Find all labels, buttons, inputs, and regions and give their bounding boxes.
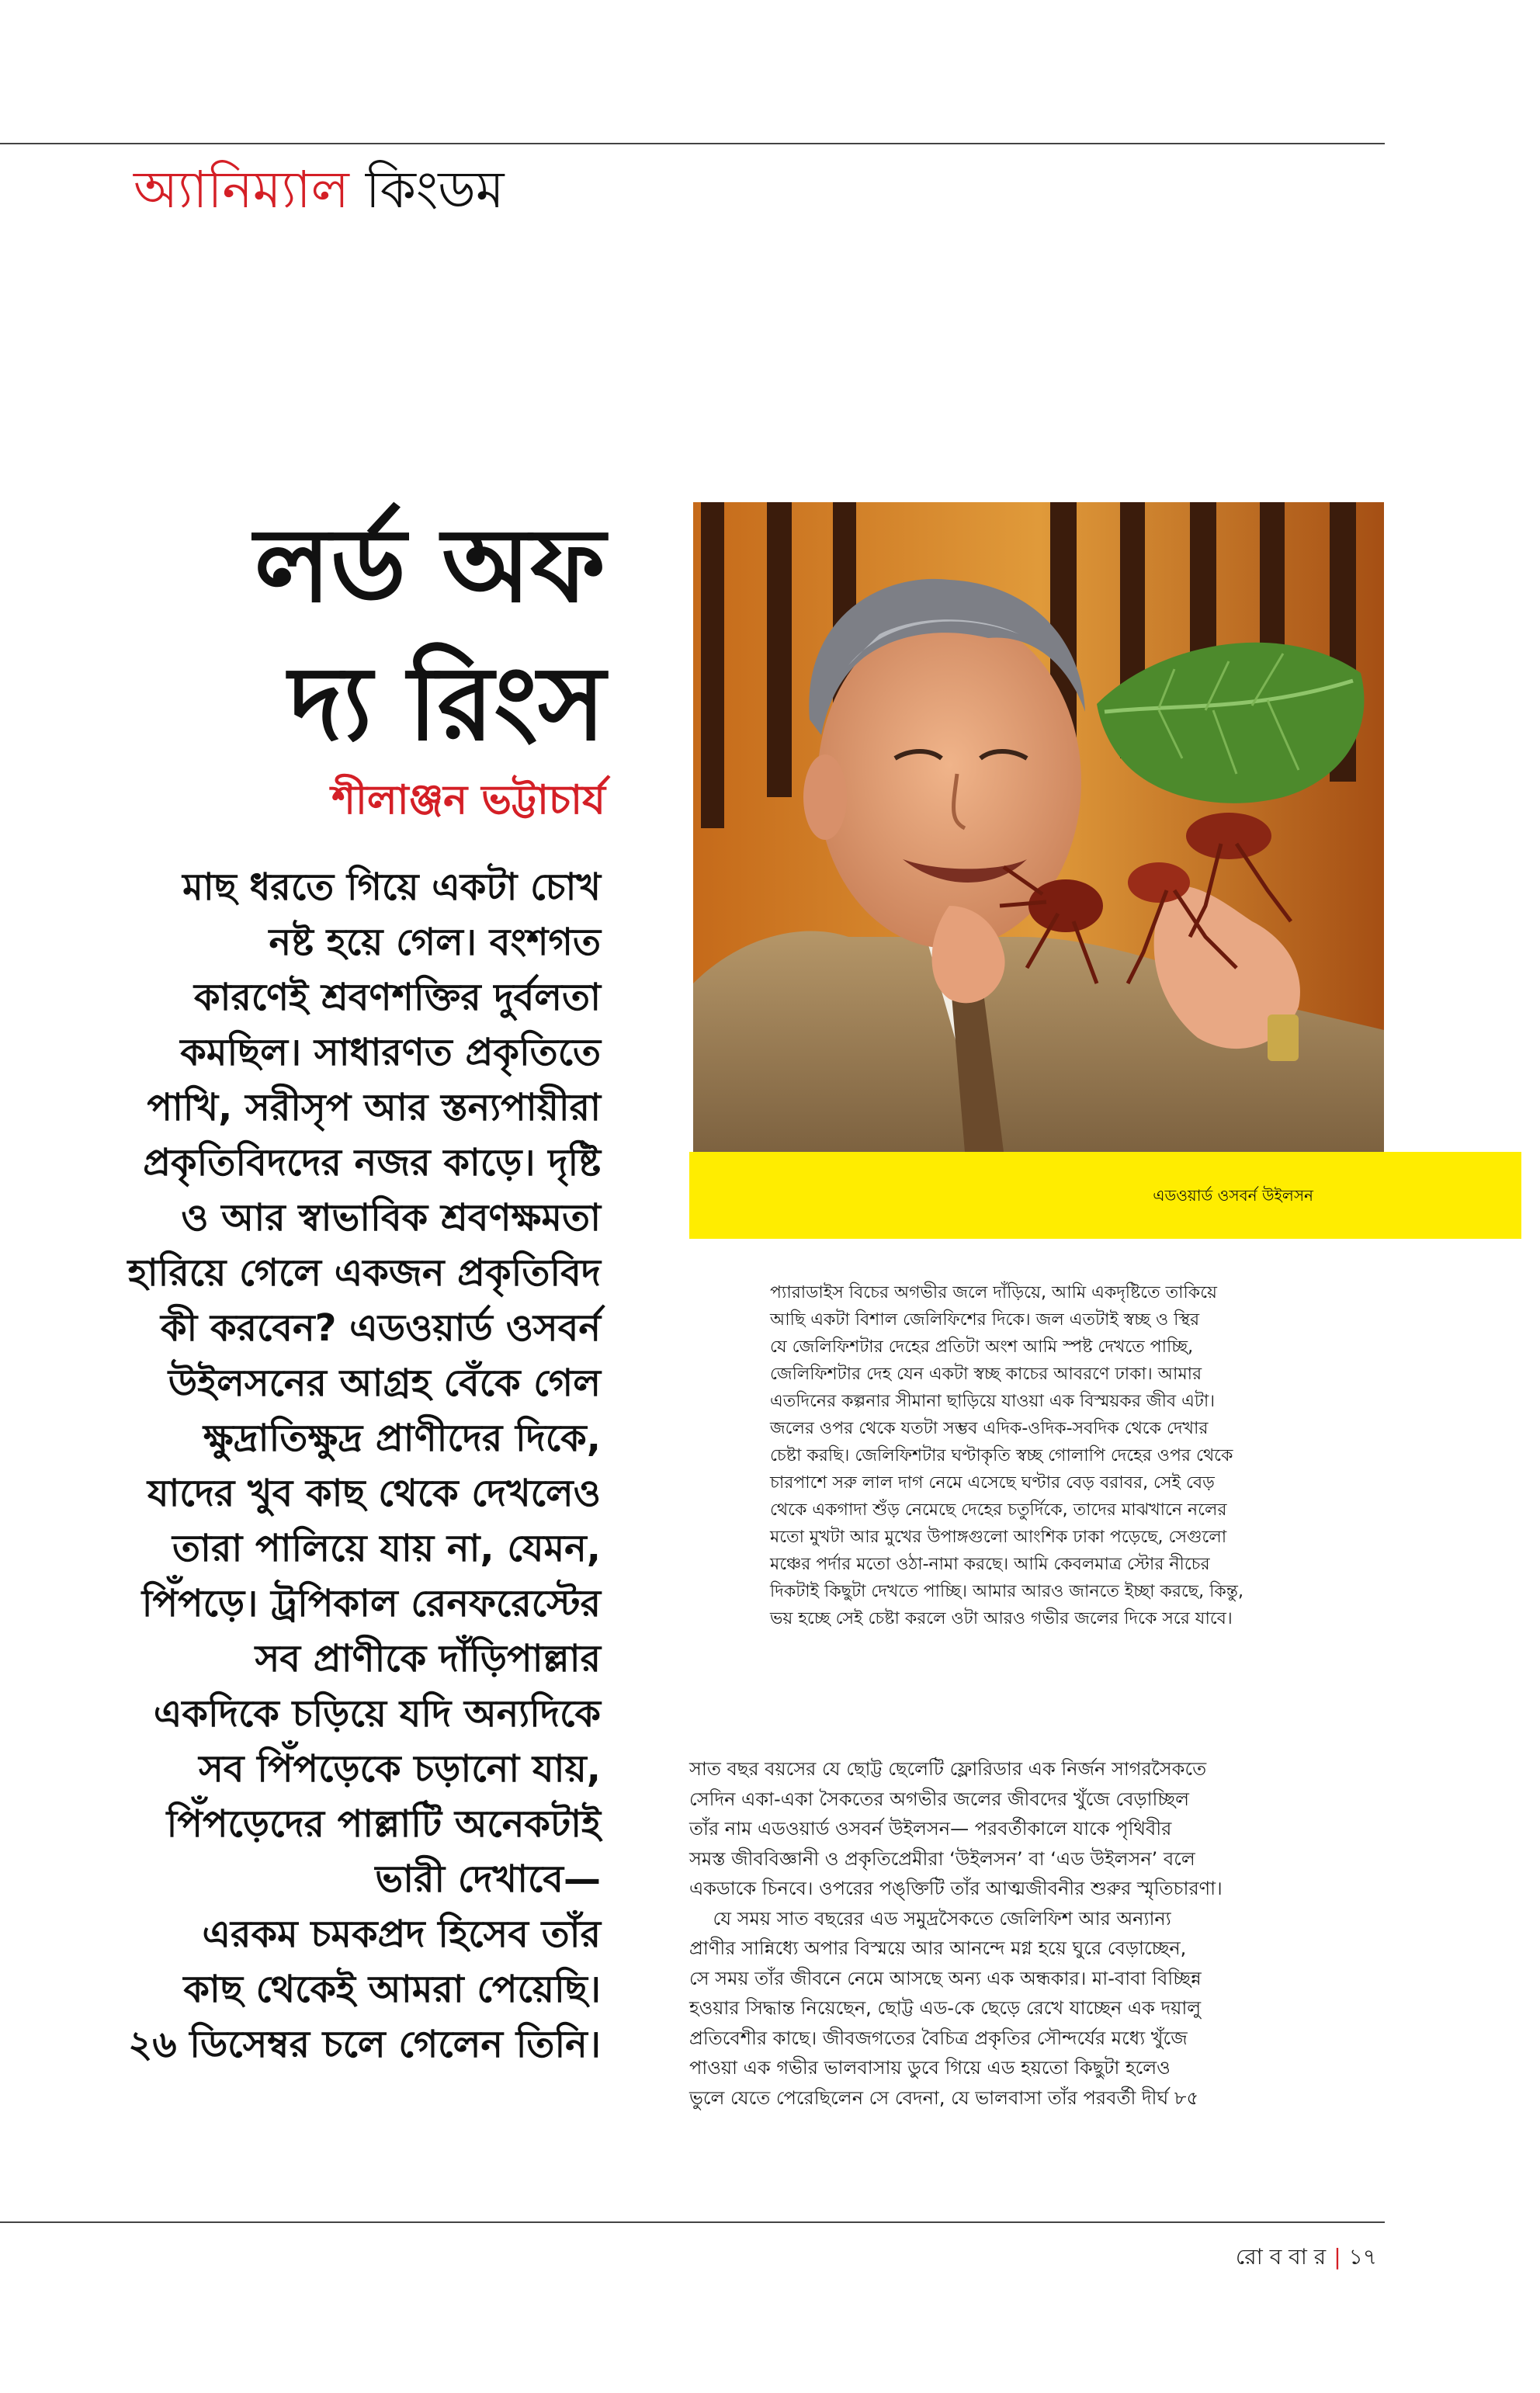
pull-quote-line: জলের ওপর থেকে যতটা সম্ভব এদিক-ওদিক-সবদিক থেকে দেখার (770, 1419, 1209, 1438)
article-headline (109, 497, 605, 773)
intro-line: মাছ ধরতে গিয়ে একটা চোখ (182, 865, 601, 909)
intro-line: উইলসনের আগ্রহ বেঁকে গেল (168, 1361, 601, 1405)
intro-line: কমছিল। সাধারণত প্রকৃতিতে (180, 1031, 601, 1074)
body-line: সে সময় তাঁর জীবনে নেমে আসছে অন্য এক অন্ধকার। মা-বাবা বিচ্ছিন্ন (689, 1967, 1202, 1989)
pull-quote-line: আছি একটা বিশাল জেলিফিশের দিকে। জল এতটাই স্বচ্ছ ও স্থির (770, 1310, 1200, 1330)
body-line: হওয়ার সিদ্ধান্ত নিয়েছেন, ছোট্ট এড-কে ছেড়ে রেখে যাচ্ছেন এক দয়ালু (689, 1997, 1202, 2019)
pull-quote-line: মঞ্চের পর্দার মতো ওঠা-নামা করছে। আমি কেবলমাত্র স্টোর নীচের (770, 1555, 1210, 1574)
headline-line: লর্ড অফ (254, 506, 605, 626)
body-line: পাওয়া এক গভীর ভালবাসায় ডুবে গিয়ে এড হয়তো কিছুটা হলেও (689, 2057, 1171, 2079)
body-line: ভুলে যেতে পেরেছিলেন সে বেদনা, যে ভালবাসা তাঁর পরবর্তী দীর্ঘ ৮৫ (689, 2086, 1199, 2109)
intro-line: যাদের খুব কাছ থেকে দেখলেও (147, 1472, 601, 1515)
article-body (689, 1754, 1372, 2113)
body-line: তাঁর নাম এডওয়ার্ড ওসবর্ন উইলসন— পরবর্তীকালে যাকে পৃথিবীর (689, 1818, 1172, 1840)
intro-line: প্রকৃতিবিদদের নজর কাড়ে। দৃষ্টি (143, 1141, 601, 1184)
intro-line: হারিয়ে গেলে একজন প্রকৃতিবিদ (127, 1251, 601, 1295)
pull-quote-line: মতো মুখটা আর মুখের উপাঙ্গগুলো আংশিক ঢাকা পড়েছে, সেগুলো (770, 1528, 1227, 1547)
pull-quote-line: দিকটাই কিছুটা দেখতে পাচ্ছি। আমার আরও জানতে ইচ্ছা করছে, কিন্তু, (770, 1582, 1243, 1601)
body-line: প্রাণীর সান্নিধ্যে অপার বিস্ময়ে আর আনন্দে মগ্ন হয়ে ঘুরে বেড়াচ্ছেন, (689, 1937, 1187, 1959)
photo-caption: এডওয়ার্ড ওসবর্ন উইলসন (1153, 1186, 1313, 1205)
page-number: ১৭ (1348, 2244, 1377, 2270)
intro-line: এরকম চমকপ্রদ হিসেব তাঁর (202, 1913, 601, 1956)
pull-quote-line: চেষ্টা করছি। জেলিফিশটার ঘণ্টাকৃতি স্বচ্ছ গোলাপি দেহের ওপর থেকে (770, 1446, 1233, 1465)
pull-quote-line: থেকে একগাদা শুঁড় নেমেছে দেহের চতুর্দিকে, তাদের মাঝখানে নলের (770, 1500, 1227, 1520)
body-line: সমস্ত জীববিজ্ঞানী ও প্রকৃতিপ্রেমীরা ‘উইলসন’ বা ‘এড উইলসন’ বলে (689, 1847, 1195, 1870)
intro-line: কী করবেন? এডওয়ার্ড ওসবর্ন (160, 1306, 601, 1350)
magazine-name: রো ব বা র (1235, 2244, 1327, 2270)
body-line: প্রতিবেশীর কাছে। জীবজগতের বৈচিত্র প্রকৃতির সৌন্দর্যের মধ্যে খুঁজে (689, 2027, 1188, 2049)
intro-line: পিঁপড়ে। ট্রপিকাল রেনফরেস্টের (141, 1582, 601, 1625)
body-line: সেদিন একা-একা সৈকতের অগভীর জলের জীবদের খুঁজে বেড়াচ্ছিল (689, 1788, 1190, 1810)
intro-line: পাখি, সরীসৃপ আর স্তন্যপায়ীরা (147, 1086, 601, 1129)
pull-quote-line: এতদিনের কল্পনার সীমানা ছাড়িয়ে যাওয়া এক বিস্ময়কর জীব এটা। (770, 1392, 1216, 1411)
section-name-black: কিংডম (365, 160, 505, 220)
pull-quote-line: যে জেলিফিশটার দেহের প্রতিটা অংশ আমি স্পষ্ট দেখতে পাচ্ছি, (770, 1337, 1194, 1357)
author-byline: শীলাঞ্জন ভট্টাচার্য (331, 777, 605, 824)
page-footer (1236, 2240, 1377, 2277)
pull-quote (770, 1279, 1375, 1632)
bottom-rule (0, 2221, 1385, 2223)
portrait-photo (693, 502, 1384, 1152)
body-line: একডাকে চিনবে। ওপরের পঙ্‌ক্তিটি তাঁর আত্মজীবনীর শুরুর স্মৃতিচারণা। (689, 1878, 1223, 1899)
intro-line: তারা পালিয়ে যায় না, যেমন, (172, 1527, 601, 1570)
intro-line: ক্ষুদ্রাতিক্ষুদ্র প্রাণীদের দিকে, (203, 1417, 601, 1460)
article-intro (57, 860, 601, 2072)
intro-line: নষ্ট হয়ে গেল। বংশগত (269, 921, 601, 964)
intro-line: একদিকে চড়িয়ে যদি অন্যদিকে (153, 1692, 601, 1736)
section-name-red: অ্যানিম্যাল (134, 160, 349, 220)
intro-line: ও আর স্বাভাবিক শ্রবণক্ষমতা (181, 1196, 601, 1240)
section-header (134, 159, 505, 221)
intro-line: কাছ থেকেই আমরা পেয়েছি। (183, 1968, 601, 2011)
body-line: সাত বছর বয়সের যে ছোট্ট ছেলেটি ফ্লোরিডার এক নির্জন সাগরসৈকতে (689, 1758, 1207, 1780)
intro-line: ২৬ ডিসেম্বর চলে গেলেন তিনি। (128, 2023, 601, 2066)
pull-quote-line: চারপাশে সরু লাল দাগ নেমে এসেছে ঘণ্টার বেড় বরাবর, সেই বেড় (770, 1473, 1215, 1493)
intro-line: ভারী দেখাবে— (375, 1857, 601, 1901)
photo-caption-bar (689, 1152, 1521, 1239)
intro-line: পিঁপড়েদের পাল্লাটি অনেকটাই (166, 1802, 601, 1846)
pull-quote-line: জেলিফিশটার দেহ যেন একটা স্বচ্ছ কাচের আবরণে ঢাকা। আমার (770, 1365, 1202, 1384)
pull-quote-line: প্যারাডাইস বিচের অগভীর জলে দাঁড়িয়ে, আমি একদৃষ্টিতে তাকিয়ে (770, 1283, 1217, 1302)
headline-line: দ্য রিংস (289, 644, 605, 764)
intro-line: সব পিঁপড়েকে চড়ানো যায়, (199, 1747, 601, 1791)
intro-line: সব প্রাণীকে দাঁড়িপাল্লার (255, 1637, 601, 1680)
intro-line: কারণেই শ্রবণশক্তির দুর্বলতা (193, 976, 601, 1019)
top-rule (0, 143, 1385, 144)
pull-quote-line: ভয় হচ্ছে সেই চেষ্টা করলে ওটা আরও গভীর জলের দিকে সরে যাবে। (770, 1609, 1233, 1628)
footer-separator: | (1334, 2244, 1341, 2270)
body-line: যে সময় সাত বছরের এড সমুদ্রসৈকতে জেলিফিশ আর অন্যান্য (689, 1907, 1171, 1930)
